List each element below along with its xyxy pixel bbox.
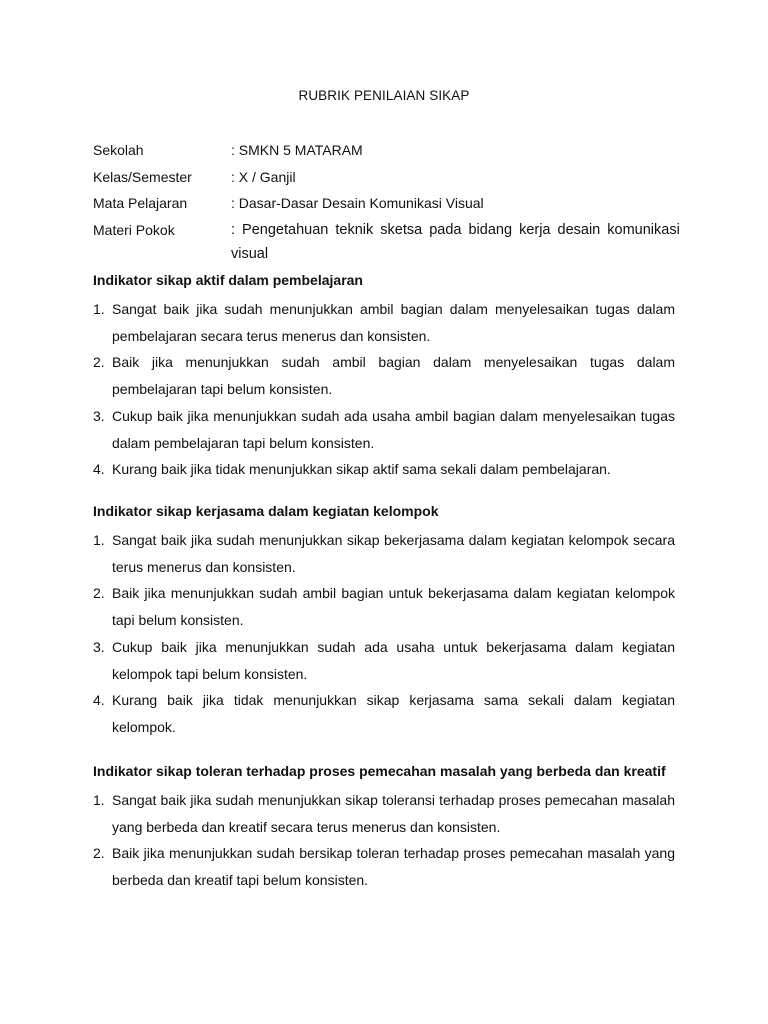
- meta-label: Mata Pelajaran: [93, 195, 188, 211]
- list-number: 2.: [93, 845, 105, 862]
- list-text: Kurang baik jika tidak menunjukkan sikap aktif sama sekali dalam pembelajaran.: [112, 461, 611, 478]
- list-item: [93, 787, 675, 840]
- list-item: [93, 687, 675, 740]
- section-kerjasama: [93, 501, 675, 741]
- section-heading: Indikator sikap kerjasama dalam kegiatan kelompok: [93, 503, 439, 519]
- list-text: Baik jika menunjukkan sudah ambil bagian untuk bekerjasama dalam kegiatan kelompok tapi belum konsisten.: [112, 585, 675, 629]
- list-item: [93, 527, 675, 580]
- meta-value: : Pengetahuan teknik sketsa pada bidang kerja desain komunikasi visual: [231, 221, 680, 262]
- list-text: Sangat baik jika sudah menunjukkan ambil bagian dalam menyelesaikan tugas dalam pembelajaran secara terus menerus dan konsisten.: [112, 301, 675, 344]
- list-text: Baik jika menunjukkan sudah bersikap toleran terhadap proses pemecahan masalah yang berbeda dan kreatif tapi belum konsisten.: [112, 845, 675, 889]
- list-number: 3.: [93, 407, 105, 424]
- meta-label: Sekolah: [93, 142, 144, 158]
- list-number: 4.: [93, 461, 105, 478]
- meta-row-mapel: [93, 193, 693, 220]
- meta-row-sekolah: [93, 140, 693, 167]
- list-number: 4.: [93, 692, 105, 709]
- list-number: 2.: [93, 354, 105, 371]
- section-aktif: [93, 270, 675, 483]
- list-item: [93, 840, 675, 893]
- meta-value: : X / Ganjil: [231, 168, 296, 185]
- meta-value: : Dasar-Dasar Desain Komunikasi Visual: [231, 195, 484, 211]
- meta-row-materi: [93, 218, 693, 266]
- list-text: Baik jika menunjukkan sudah ambil bagian dalam menyelesaikan tugas dalam pembelajaran tapi belum konsisten.: [112, 354, 675, 398]
- list-text: Sangat baik jika sudah menunjukkan sikap bekerjasama dalam kegiatan kelompok secara terus menerus dan konsisten.: [112, 532, 675, 575]
- document-title: RUBRIK PENILAIAN SIKAP: [298, 88, 470, 103]
- identity-block: [93, 140, 693, 266]
- section-heading: Indikator sikap aktif dalam pembelajaran: [93, 272, 363, 288]
- indicator-list: [93, 787, 675, 894]
- list-number: 1.: [93, 792, 105, 808]
- meta-row-kelas: [93, 167, 693, 194]
- meta-value: : SMKN 5 MATARAM: [231, 142, 363, 158]
- list-text: Cukup baik jika menunjukkan sudah ada usaha untuk bekerjasama dalam kegiatan kelompok tapi belum konsisten.: [112, 638, 675, 682]
- list-item: [93, 634, 675, 687]
- list-text: Sangat baik jika sudah menunjukkan sikap toleransi terhadap proses pemecahan masalah yang berbeda dan kreatif secara terus menerus dan konsisten.: [112, 792, 675, 835]
- list-item: [93, 349, 675, 402]
- indicator-list: [93, 527, 675, 741]
- list-item: [93, 580, 675, 633]
- list-number: 2.: [93, 585, 105, 602]
- list-item: [93, 456, 675, 483]
- list-number: 1.: [93, 532, 105, 548]
- indicator-list: [93, 296, 675, 483]
- section-toleran: [93, 761, 675, 894]
- list-item: [93, 403, 675, 456]
- list-number: 1.: [93, 301, 105, 317]
- meta-label: Materi Pokok: [93, 221, 175, 238]
- list-text: Kurang baik jika tidak menunjukkan sikap kerjasama sama sekali dalam kegiatan kelompok.: [112, 692, 675, 735]
- list-item: [93, 296, 675, 349]
- meta-label: Kelas/Semester: [93, 168, 192, 185]
- section-heading: Indikator sikap toleran terhadap proses pemecahan masalah yang berbeda dan kreatif: [93, 763, 666, 779]
- list-text: Cukup baik jika menunjukkan sudah ada usaha ambil bagian dalam menyelesaikan tugas dalam pembelajaran tapi belum konsisten.: [112, 407, 675, 451]
- list-number: 3.: [93, 638, 105, 655]
